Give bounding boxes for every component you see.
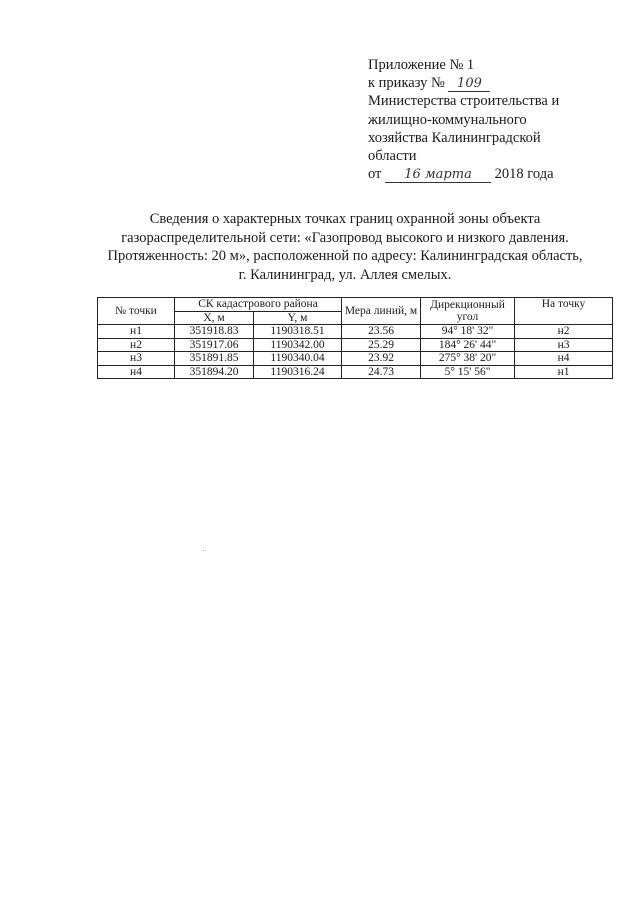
scan-speck [203,550,204,551]
date-prefix: от [368,166,382,183]
annex-ministry-line-2: жилищно-коммунального [368,111,527,128]
title-line-4: г. Калининград, ул. Аллея смелых. [238,266,452,283]
header-angle: Дирекционный угол [421,298,515,325]
cell-angle: 184° 26' 44" [421,338,515,352]
date-handwritten: 16 марта [385,168,491,183]
annex-title: Приложение № 1 [368,57,475,73]
title-line-1: Сведения о характерных точках границ охранной зоны объекта [149,211,541,227]
cell-length: 24.73 [342,365,421,379]
cell-y: 1190316.24 [254,365,342,379]
header-point: № точки [98,298,175,325]
title-line-2: газораспределительной сети: «Газопровод высокого и низкого давления. [121,229,569,246]
title-line-3: Протяженность: 20 м», расположенной по адресу: Калининградская область, [107,248,583,264]
cell-angle: 5° 15' 56" [421,365,515,379]
cell-x: 351894.20 [175,365,254,379]
cell-angle: 94° 18' 32" [421,325,515,339]
header-to-point: На точку [515,298,613,325]
cell-point: н2 [98,338,175,352]
cell-to: н4 [515,352,613,366]
cell-length: 23.56 [342,325,421,339]
table-row [98,352,613,366]
annex-ministry-line-3: хозяйства Калининградской [368,129,541,146]
header-x: X, м [175,311,254,325]
order-number-handwritten: 109 [448,77,490,92]
table-row [98,338,613,352]
coordinates-table [97,297,613,379]
cell-angle: 275° 38' 20" [421,352,515,366]
table-row [98,325,613,339]
cell-x: 351918.83 [175,325,254,339]
order-prefix: к приказу № [368,75,445,92]
cell-y: 1190318.51 [254,325,342,339]
cell-x: 351891.85 [175,352,254,366]
date-suffix: 2018 года [494,166,554,183]
annex-ministry-line-1: Министерства строительства и [368,93,560,110]
header-y: Y, м [254,311,342,325]
annex-block [368,56,618,183]
cell-point: н1 [98,325,175,339]
cell-point: н4 [98,365,175,379]
cell-length: 23.92 [342,352,421,366]
table-header-row [98,298,613,312]
cell-point: н3 [98,352,175,366]
cell-to: н1 [515,365,613,379]
cell-to: н3 [515,338,613,352]
cell-y: 1190342.00 [254,338,342,352]
annex-date-line [368,165,618,183]
table-row [98,365,613,379]
annex-ministry-line-4: области [368,148,417,165]
cell-length: 25.29 [342,338,421,352]
header-length: Мера линий, м [342,298,421,325]
annex-order-line [368,74,618,92]
cell-to: н2 [515,325,613,339]
header-cadastral: СК кадастрового района [175,298,342,312]
document-title [80,210,610,284]
cell-y: 1190340.04 [254,352,342,366]
cell-x: 351917.06 [175,338,254,352]
